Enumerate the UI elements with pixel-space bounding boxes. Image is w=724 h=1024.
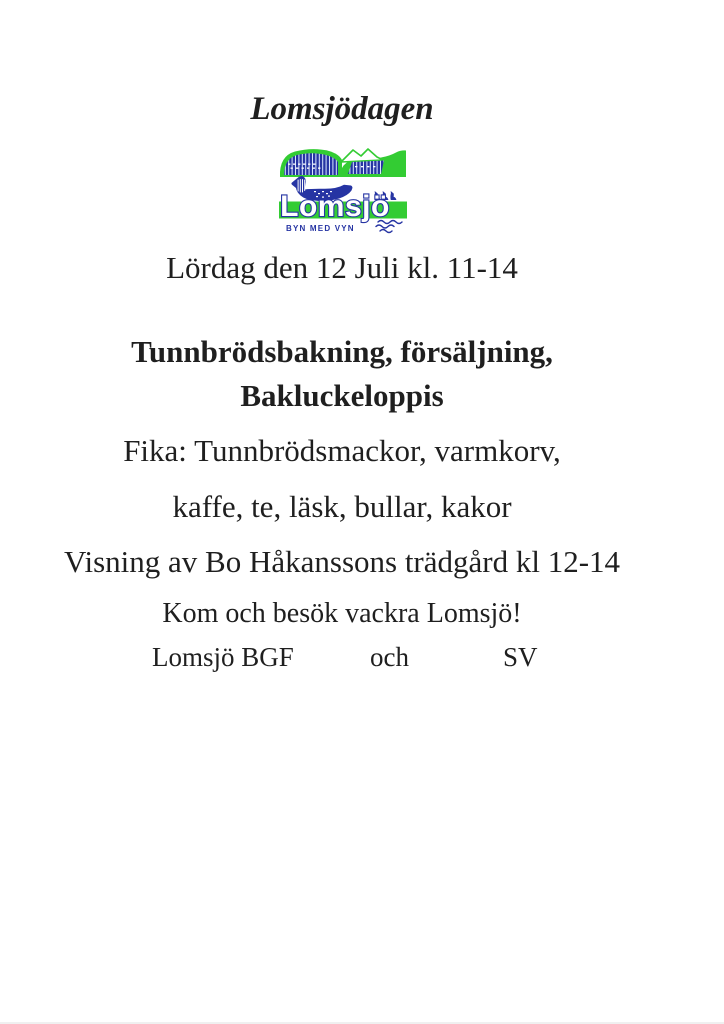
- logo-landscape: [280, 149, 406, 177]
- mountain-outline-icon: [341, 149, 383, 162]
- logo-tagline: BYN MED VYN: [286, 224, 355, 233]
- organizer-left: Lomsjö BGF: [152, 642, 294, 672]
- forest-stripes-right: [348, 161, 384, 175]
- activities-line-2: Bakluckeloppis: [240, 378, 444, 413]
- flyer-title: Lomsjödagen: [250, 91, 434, 127]
- fika-line-1: Fika: Tunnbrödsmackor, varmkorv,: [123, 433, 561, 468]
- organizer-conjunction: och: [370, 642, 409, 672]
- organizer-right: SV: [503, 642, 538, 672]
- fika-line-2: kaffe, te, läsk, bullar, kakor: [172, 489, 512, 524]
- lomsjo-logo: [279, 146, 407, 234]
- event-date-line: Lördag den 12 Juli kl. 11-14: [166, 250, 518, 285]
- organizers-line: [0, 644, 724, 674]
- garden-tour-line: Visning av Bo Håkanssons trädgård kl 12-14: [63, 544, 621, 579]
- activities-line-1: Tunnbrödsbakning, försäljning,: [131, 334, 553, 369]
- welcome-line: Kom och besök vackra Lomsjö!: [162, 598, 522, 629]
- logo-wordmark: Lomsjö: [280, 190, 390, 223]
